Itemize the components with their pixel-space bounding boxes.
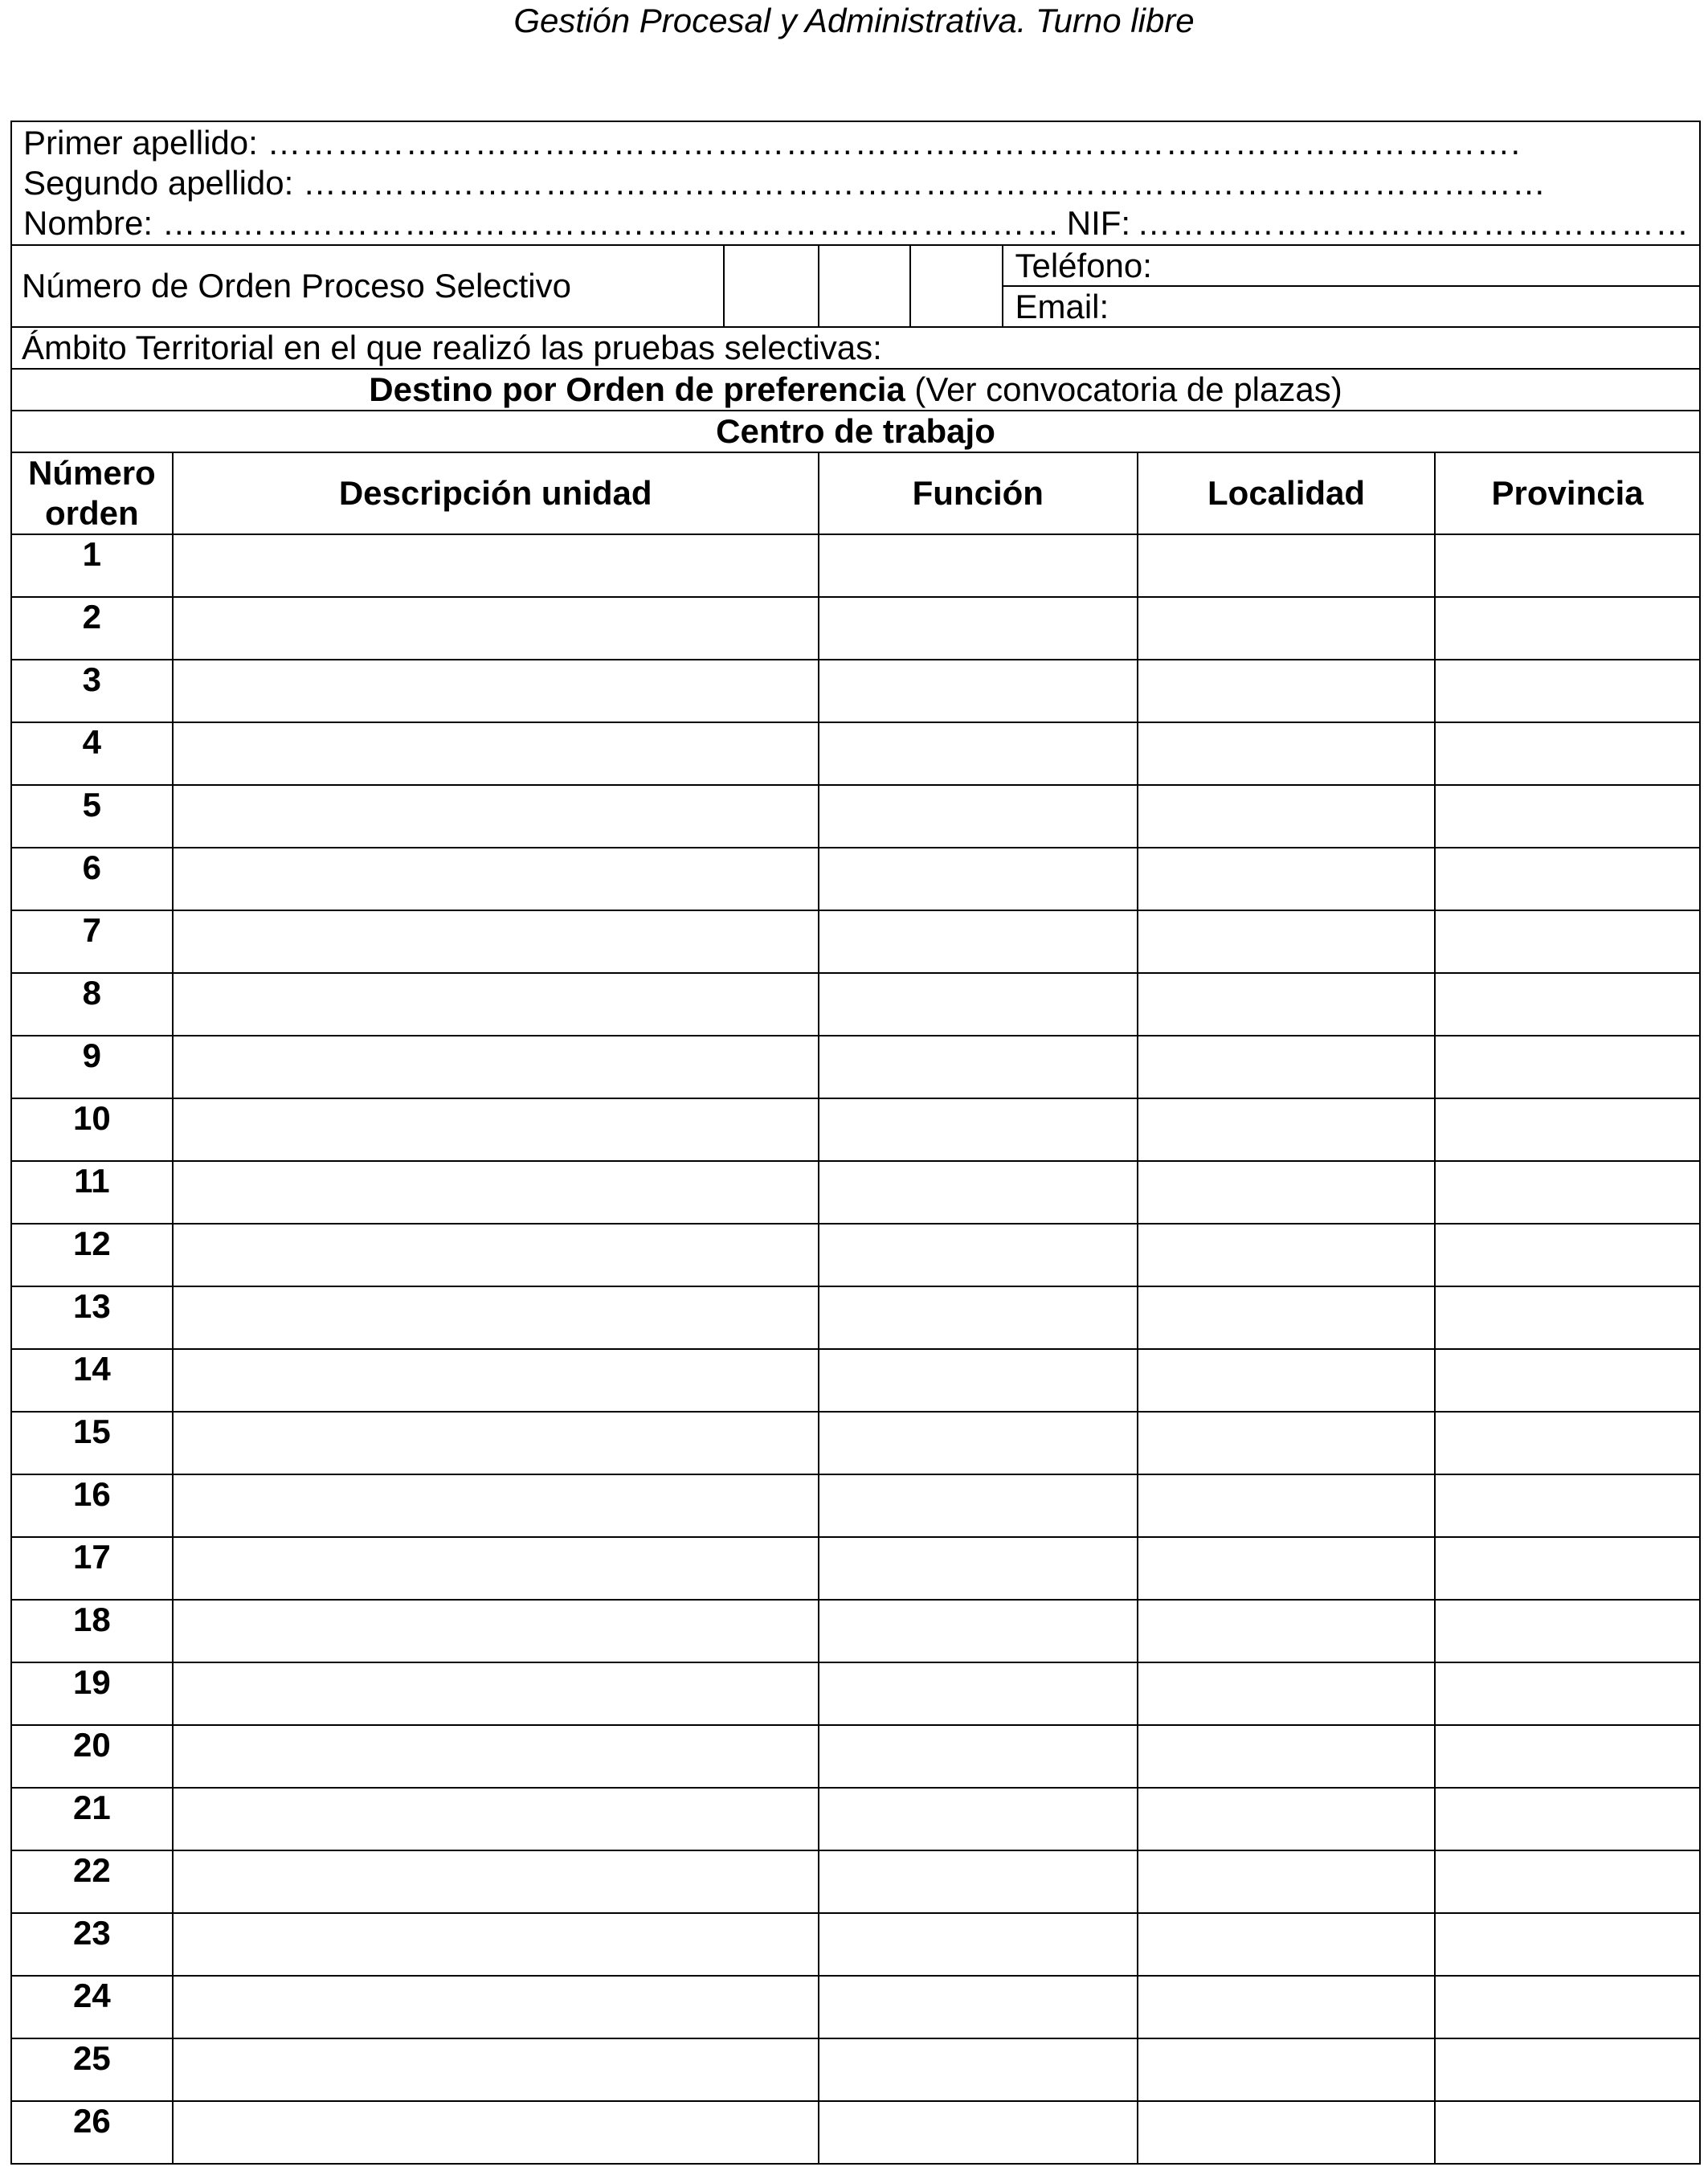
provincia-cell[interactable] (1435, 1474, 1700, 1537)
table-row (11, 1036, 1700, 1098)
localidad-cell[interactable] (1138, 1600, 1435, 1662)
table-row (11, 1788, 1700, 1850)
localidad-cell[interactable] (1138, 1286, 1435, 1349)
nombre-label: Nombre: (23, 204, 153, 242)
provincia-cell[interactable] (1435, 785, 1700, 848)
row-number: 17 (11, 1537, 173, 1600)
row-number: 18 (11, 1600, 173, 1662)
numero-header-line2: orden (45, 494, 139, 532)
provincia-cell[interactable] (1435, 1286, 1700, 1349)
row-number: 20 (11, 1725, 173, 1788)
table-row (11, 2101, 1700, 2164)
descripcion-cell[interactable] (173, 785, 819, 848)
provincia-cell[interactable] (1435, 848, 1700, 910)
localidad-cell[interactable] (1138, 1850, 1435, 1913)
funcion-cell[interactable] (819, 1537, 1138, 1600)
row-number: 6 (11, 848, 173, 910)
preference-rows (11, 534, 1700, 2164)
funcion-cell[interactable] (819, 722, 1138, 785)
localidad-cell[interactable] (1138, 1349, 1435, 1412)
provincia-cell[interactable] (1435, 1224, 1700, 1286)
provincia-cell[interactable] (1435, 910, 1700, 973)
descripcion-cell[interactable] (173, 722, 819, 785)
table-row (11, 534, 1700, 597)
localidad-cell[interactable] (1138, 534, 1435, 597)
row-number: 14 (11, 1349, 173, 1412)
orden-proceso-label: Número de Orden Proceso Selectivo (11, 245, 724, 327)
localidad-cell[interactable] (1138, 785, 1435, 848)
localidad-cell[interactable] (1138, 1976, 1435, 2038)
row-number: 23 (11, 1913, 173, 1976)
descripcion-cell[interactable] (173, 1662, 819, 1725)
provincia-cell[interactable] (1435, 2038, 1700, 2101)
nombre-nif-line (23, 203, 1688, 243)
row-number: 19 (11, 1662, 173, 1725)
nif-dots[interactable]: ………………………………………… (1137, 204, 1690, 242)
localidad-cell[interactable] (1138, 1098, 1435, 1161)
localidad-cell[interactable] (1138, 1412, 1435, 1474)
localidad-cell[interactable] (1138, 2101, 1435, 2164)
provincia-cell[interactable] (1435, 1098, 1700, 1161)
localidad-cell[interactable] (1138, 1788, 1435, 1850)
funcion-cell[interactable] (819, 1098, 1138, 1161)
orden-digit-box-3[interactable] (910, 245, 1003, 327)
personal-data-section (11, 121, 1700, 245)
table-row (11, 2038, 1700, 2101)
localidad-cell[interactable] (1138, 1913, 1435, 1976)
funcion-cell[interactable] (819, 1224, 1138, 1286)
localidad-cell[interactable] (1138, 1725, 1435, 1788)
orden-digit-box-1[interactable] (724, 245, 819, 327)
table-row (11, 1850, 1700, 1913)
table-row (11, 1349, 1700, 1412)
table-row (11, 1286, 1700, 1349)
column-header-localidad: Localidad (1138, 452, 1435, 534)
primer-apellido-label: Primer apellido: (23, 124, 258, 161)
telefono-field[interactable]: Teléfono: (1003, 245, 1700, 286)
descripcion-cell[interactable] (173, 597, 819, 660)
orden-digit-box-2[interactable] (819, 245, 910, 327)
descripcion-cell[interactable] (173, 1286, 819, 1349)
email-field[interactable]: Email: (1003, 286, 1700, 327)
funcion-cell[interactable] (819, 1286, 1138, 1349)
funcion-cell[interactable] (819, 910, 1138, 973)
localidad-cell[interactable] (1138, 722, 1435, 785)
provincia-cell[interactable] (1435, 1537, 1700, 1600)
funcion-cell[interactable] (819, 1036, 1138, 1098)
table-row (11, 1600, 1700, 1662)
primer-apellido-field[interactable] (23, 123, 1688, 163)
localidad-cell[interactable] (1138, 1662, 1435, 1725)
descripcion-cell[interactable] (173, 2101, 819, 2164)
funcion-cell[interactable] (819, 660, 1138, 722)
row-number: 26 (11, 2101, 173, 2164)
localidad-cell[interactable] (1138, 1036, 1435, 1098)
table-row (11, 1098, 1700, 1161)
localidad-cell[interactable] (1138, 660, 1435, 722)
funcion-cell[interactable] (819, 785, 1138, 848)
primer-apellido-dots: ………………………………………………………………………………………………. (267, 124, 1522, 161)
provincia-cell[interactable] (1435, 1913, 1700, 1976)
funcion-cell[interactable] (819, 848, 1138, 910)
funcion-cell[interactable] (819, 2101, 1138, 2164)
column-header-descripcion: Descripción unidad (173, 452, 819, 534)
descripcion-cell[interactable] (173, 534, 819, 597)
localidad-cell[interactable] (1138, 910, 1435, 973)
row-number: 7 (11, 910, 173, 973)
row-number: 5 (11, 785, 173, 848)
row-number: 1 (11, 534, 173, 597)
funcion-cell[interactable] (819, 1850, 1138, 1913)
funcion-cell[interactable] (819, 597, 1138, 660)
descripcion-cell[interactable] (173, 1600, 819, 1662)
descripcion-cell[interactable] (173, 1036, 819, 1098)
provincia-cell[interactable] (1435, 1725, 1700, 1788)
row-number: 21 (11, 1788, 173, 1850)
table-row (11, 910, 1700, 973)
descripcion-cell[interactable] (173, 1224, 819, 1286)
descripcion-cell[interactable] (173, 1349, 819, 1412)
provincia-cell[interactable] (1435, 1412, 1700, 1474)
funcion-cell[interactable] (819, 1788, 1138, 1850)
table-row (11, 1913, 1700, 1976)
funcion-cell[interactable] (819, 1474, 1138, 1537)
descripcion-cell[interactable] (173, 973, 819, 1036)
numero-header-line1: Número (28, 454, 156, 492)
localidad-cell[interactable] (1138, 1224, 1435, 1286)
descripcion-cell[interactable] (173, 2038, 819, 2101)
row-number: 15 (11, 1412, 173, 1474)
nombre-dots[interactable]: …………………………………………………………………… (161, 204, 1060, 242)
localidad-cell[interactable] (1138, 973, 1435, 1036)
descripcion-cell[interactable] (173, 1161, 819, 1224)
destino-heading (11, 369, 1700, 411)
descripcion-cell[interactable] (173, 910, 819, 973)
funcion-cell[interactable] (819, 1161, 1138, 1224)
funcion-cell[interactable] (819, 2038, 1138, 2101)
descripcion-cell[interactable] (173, 660, 819, 722)
table-row (11, 1412, 1700, 1474)
ambito-territorial-field[interactable]: Ámbito Territorial en el que realizó las pruebas selectivas: (11, 327, 1700, 369)
funcion-cell[interactable] (819, 973, 1138, 1036)
table-row (11, 1976, 1700, 2038)
localidad-cell[interactable] (1138, 1474, 1435, 1537)
table-row (11, 785, 1700, 848)
provincia-cell[interactable] (1435, 722, 1700, 785)
funcion-cell[interactable] (819, 1662, 1138, 1725)
column-header-provincia: Provincia (1435, 452, 1700, 534)
descripcion-cell[interactable] (173, 848, 819, 910)
descripcion-cell[interactable] (173, 1412, 819, 1474)
localidad-cell[interactable] (1138, 2038, 1435, 2101)
descripcion-cell[interactable] (173, 1474, 819, 1537)
localidad-cell[interactable] (1138, 848, 1435, 910)
descripcion-cell[interactable] (173, 1913, 819, 1976)
provincia-cell[interactable] (1435, 1662, 1700, 1725)
table-row (11, 1161, 1700, 1224)
provincia-cell[interactable] (1435, 1850, 1700, 1913)
row-number: 16 (11, 1474, 173, 1537)
provincia-cell[interactable] (1435, 2101, 1700, 2164)
provincia-cell[interactable] (1435, 534, 1700, 597)
provincia-cell[interactable] (1435, 973, 1700, 1036)
table-row (11, 1474, 1700, 1537)
table-row (11, 848, 1700, 910)
row-number: 8 (11, 973, 173, 1036)
row-number: 13 (11, 1286, 173, 1349)
provincia-cell[interactable] (1435, 660, 1700, 722)
segundo-apellido-field[interactable] (23, 163, 1688, 203)
column-header-numero-orden (11, 452, 173, 534)
preference-form-table (10, 121, 1701, 2165)
provincia-cell[interactable] (1435, 1976, 1700, 2038)
table-row (11, 1662, 1700, 1725)
page-title: Gestión Procesal y Administrativa. Turno libre (513, 2, 1195, 39)
localidad-cell[interactable] (1138, 1537, 1435, 1600)
funcion-cell[interactable] (819, 1412, 1138, 1474)
segundo-apellido-label: Segundo apellido: (23, 164, 294, 202)
table-row (11, 1224, 1700, 1286)
row-number: 2 (11, 597, 173, 660)
table-row (11, 722, 1700, 785)
row-number: 24 (11, 1976, 173, 2038)
descripcion-cell[interactable] (173, 1850, 819, 1913)
row-number: 11 (11, 1161, 173, 1224)
row-number: 3 (11, 660, 173, 722)
descripcion-cell[interactable] (173, 1976, 819, 2038)
row-number: 10 (11, 1098, 173, 1161)
segundo-apellido-dots: ……………………………………………………………………………………………… (302, 164, 1547, 202)
funcion-cell[interactable] (819, 1725, 1138, 1788)
provincia-cell[interactable] (1435, 1788, 1700, 1850)
funcion-cell[interactable] (819, 534, 1138, 597)
provincia-cell[interactable] (1435, 1036, 1700, 1098)
row-number: 4 (11, 722, 173, 785)
funcion-cell[interactable] (819, 1600, 1138, 1662)
funcion-cell[interactable] (819, 1913, 1138, 1976)
table-row (11, 597, 1700, 660)
table-row (11, 1725, 1700, 1788)
row-number: 9 (11, 1036, 173, 1098)
destino-bold-text: Destino por Orden de preferencia (369, 370, 905, 408)
nif-label: NIF: (1066, 204, 1131, 242)
localidad-cell[interactable] (1138, 1161, 1435, 1224)
descripcion-cell[interactable] (173, 1537, 819, 1600)
descripcion-cell[interactable] (173, 1098, 819, 1161)
provincia-cell[interactable] (1435, 1600, 1700, 1662)
funcion-cell[interactable] (819, 1349, 1138, 1412)
provincia-cell[interactable] (1435, 597, 1700, 660)
provincia-cell[interactable] (1435, 1349, 1700, 1412)
table-row (11, 973, 1700, 1036)
descripcion-cell[interactable] (173, 1788, 819, 1850)
funcion-cell[interactable] (819, 1976, 1138, 2038)
destino-note: (Ver convocatoria de plazas) (905, 370, 1342, 408)
row-number: 25 (11, 2038, 173, 2101)
table-row (11, 1537, 1700, 1600)
descripcion-cell[interactable] (173, 1725, 819, 1788)
row-number: 12 (11, 1224, 173, 1286)
column-header-funcion: Función (819, 452, 1138, 534)
table-row (11, 660, 1700, 722)
centro-trabajo-heading: Centro de trabajo (11, 411, 1700, 452)
provincia-cell[interactable] (1435, 1161, 1700, 1224)
localidad-cell[interactable] (1138, 597, 1435, 660)
row-number: 22 (11, 1850, 173, 1913)
